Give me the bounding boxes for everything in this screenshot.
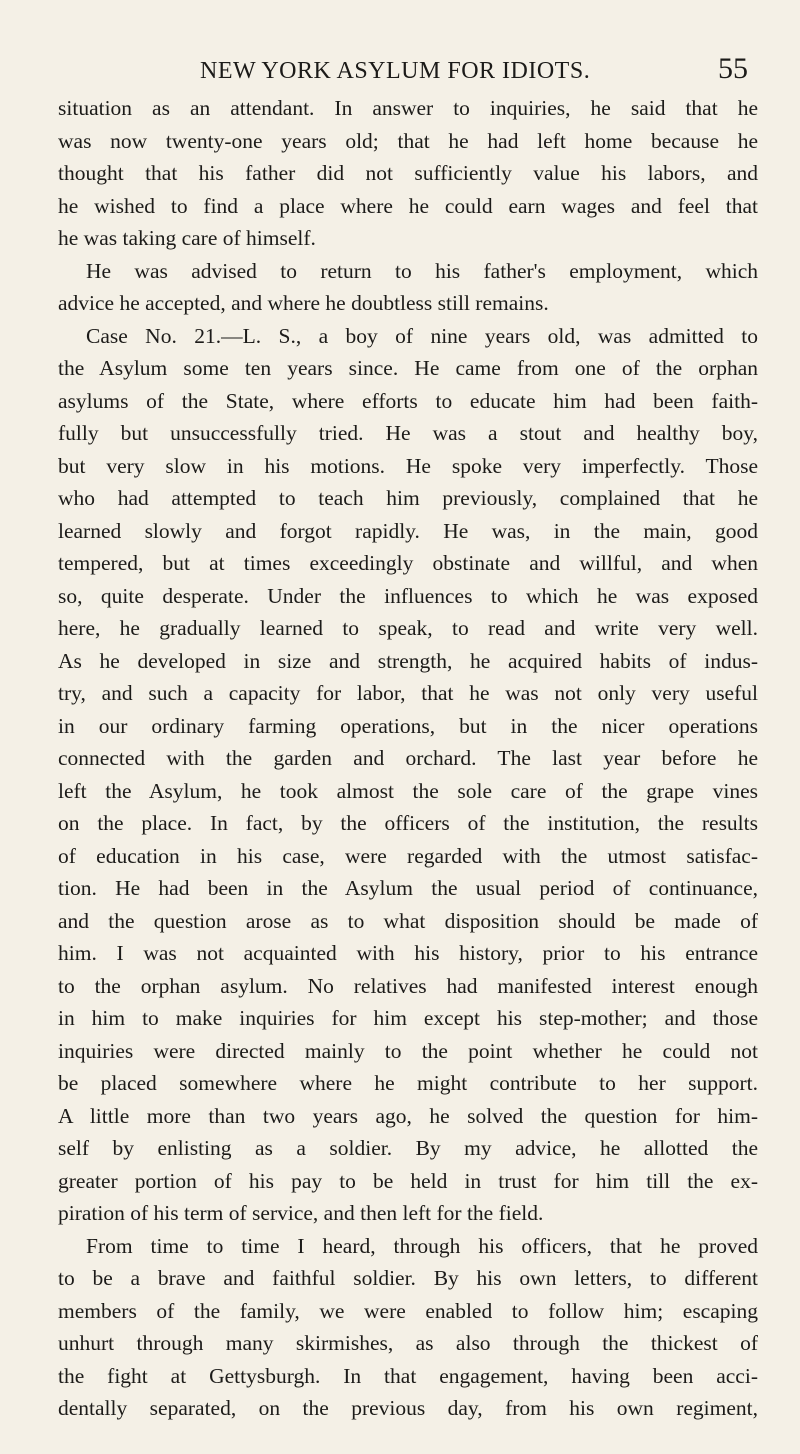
text-line: asylums of the State, where efforts to educate him had been faith- — [58, 388, 758, 413]
text-line: to be a brave and faithful soldier. By his own letters, to different — [58, 1266, 758, 1290]
text-line: in him to make inquiries for him except his step-mother; and those — [58, 1006, 758, 1030]
running-head: NEW YORK ASYLUM FOR IDIOTS. — [200, 58, 591, 84]
text-line: piration of his term of service, and then left for the field. — [58, 1201, 544, 1225]
text-line: of education in his case, were regarded with the utmost satisfac- — [58, 843, 758, 868]
text-line: who had attempted to teach him previously, complained that he — [58, 486, 758, 510]
text-line: he wished to find a place where he could earn wages and feel that — [58, 193, 758, 218]
text-line: the Asylum some ten years since. He came from one of the orphan — [58, 356, 758, 380]
text-line: Case No. 21.—L. S., a boy of nine years old, was admitted to — [86, 323, 758, 348]
text-line: to the orphan asylum. No relatives had manifested interest enough — [58, 973, 758, 998]
text-line: left the Asylum, he took almost the sole care of the grape vines — [58, 778, 758, 803]
text-line: situation as an attendant. In answer to inquiries, he said that he — [58, 96, 758, 120]
text-line: in our ordinary farming operations, but in the nicer operations — [58, 713, 758, 738]
text-line: here, he gradually learned to speak, to read and write very well. — [58, 616, 758, 640]
text-line: He was advised to return to his father's employment, which — [86, 258, 758, 283]
text-line: tempered, but at times exceedingly obstinate and willful, and when — [58, 551, 758, 575]
text-line: inquiries were directed mainly to the point whether he could not — [58, 1038, 758, 1063]
text-line: and the question arose as to what disposition should be made of — [58, 908, 758, 933]
text-line: so, quite desperate. Under the influences to which he was exposed — [58, 583, 758, 608]
text-line: try, and such a capacity for labor, that he was not only very useful — [58, 681, 758, 705]
text-line: members of the family, we were enabled to follow him; escaping — [58, 1298, 758, 1323]
text-line: greater portion of his pay to be held in trust for him till the ex- — [58, 1168, 758, 1193]
body-text — [58, 92, 758, 1425]
text-line: connected with the garden and orchard. The last year before he — [58, 746, 758, 770]
text-line: A little more than two years ago, he solved the question for him- — [58, 1103, 758, 1128]
text-line: tion. He had been in the Asylum the usual period of continuance, — [58, 876, 758, 900]
text-line: was now twenty-one years old; that he had left home because he — [58, 128, 758, 153]
text-line: As he developed in size and strength, he acquired habits of indus- — [58, 648, 758, 673]
text-line: be placed somewhere where he might contribute to her support. — [58, 1071, 758, 1095]
text-line: but very slow in his motions. He spoke very imperfectly. Those — [58, 453, 758, 478]
text-line: From time to time I heard, through his officers, that he proved — [86, 1233, 758, 1258]
text-line: learned slowly and forgot rapidly. He was, in the main, good — [58, 518, 758, 543]
text-line: self by enlisting as a soldier. By my advice, he allotted the — [58, 1136, 758, 1160]
text-line: he was taking care of himself. — [58, 226, 316, 250]
text-line: thought that his father did not sufficiently value his labors, and — [58, 161, 758, 185]
page-number: 55 — [718, 52, 748, 85]
text-line: advice he accepted, and where he doubtless still remains. — [58, 291, 549, 315]
text-line: unhurt through many skirmishes, as also through the thickest of — [58, 1331, 758, 1355]
text-line: on the place. In fact, by the officers of the institution, the results — [58, 811, 758, 835]
text-line: dentally separated, on the previous day, from his own regiment, — [58, 1396, 758, 1420]
text-line: fully but unsuccessfully tried. He was a stout and healthy boy, — [58, 421, 758, 445]
text-line: him. I was not acquainted with his history, prior to his entrance — [58, 941, 758, 965]
text-line: the fight at Gettysburgh. In that engagement, having been acci- — [58, 1363, 758, 1388]
